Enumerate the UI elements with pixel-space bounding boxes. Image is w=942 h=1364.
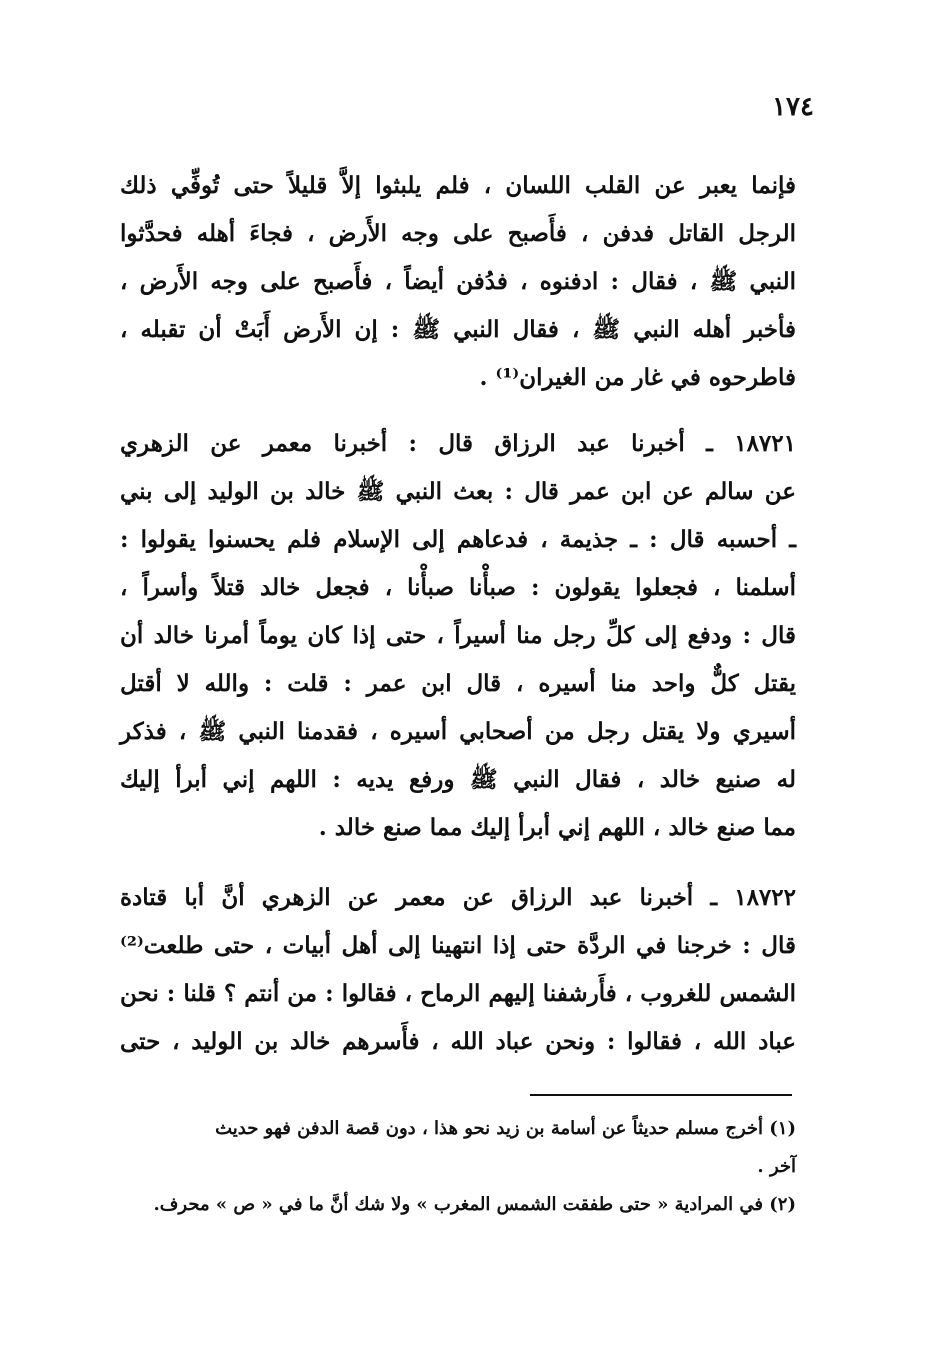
text-line: النبي ﷺ ، فقال : ادفنوه ، فدُفن أيضاً ، فأَصبح على وجه الأَرض ،: [120, 268, 796, 295]
text-line: ١٨٧٢١ ـ أخبرنا عبد الرزاق قال : أخبرنا معمر عن الزهري: [120, 430, 796, 457]
text-line: ـ أحسبه قال : ـ جذيمة ، فدعاهم إلى الإسلام فلم يحسنوا يقولوا :: [120, 526, 796, 553]
text-line: فاطرحوه في غار من الغيران⁽¹⁾ .: [479, 364, 796, 391]
text-line: أسيري ولا يقتل رجل من أصحابي أسيره ، فقدمنا النبي ﷺ ، فذكر: [120, 718, 796, 745]
text-line: يقتل كلٌّ واحد منا أسيره ، قال ابن عمر : قلت : والله لا أقتل: [120, 670, 796, 697]
text-line: قال : ودفع إلى كلِّ رجل منا أسيراً ، حتى إذا كان يوماً أمرنا خالد أن: [120, 622, 796, 649]
text-line: له صنيع خالد ، فقال النبي ﷺ ورفع يديه : اللهم إني أبرأ إليك: [120, 766, 796, 793]
text-line: الرجل القاتل فدفن ، فأَصبح على وجه الأَرض ، فجاءَ أهله فحدَّثوا: [120, 220, 796, 247]
text-line: عن سالم عن ابن عمر قال : بعث النبي ﷺ خالد بن الوليد إلى بني: [120, 478, 796, 505]
paragraph-continuation: [120, 162, 796, 402]
page-number: ١٧٤: [772, 92, 814, 122]
footnote-2: (٢) في المرادية « حتى طفقت الشمس المغرب » ولا شك أنَّ ما في « ص » محرف.: [153, 1194, 796, 1215]
text-line: فإنما يعبر عن القلب اللسان ، فلم يلبثوا إلاَّ قليلاً حتى تُوفِّي ذلك: [120, 172, 796, 199]
text-line: أسلمنا ، فجعلوا يقولون : صبأْنا صبأْنا ، فجعل خالد قتلاً وأسراً ،: [120, 574, 796, 601]
text-line: فأخبر أهله النبي ﷺ ، فقال النبي ﷺ : إن الأَرض أَبَتْ أن تقبله ،: [120, 316, 796, 343]
text-line: مما صنع خالد ، اللهم إني أبرأ إليك مما صنع خالد .: [318, 814, 796, 841]
footnotes: [120, 1110, 796, 1224]
text-line: ١٨٧٢٢ ـ أخبرنا عبد الرزاق عن معمر عن الزهري أنَّ أبا قتادة: [120, 884, 796, 911]
paragraph-hadith-18721: [120, 420, 796, 852]
footnote-1: (١) أخرج مسلم حديثاً عن أسامة بن زيد نحو هذا ، دون قصة الدفن فهو حديث: [215, 1118, 796, 1139]
text-line: الشمس للغروب ، فأَرشفنا إليهم الرماح ، فقالوا : من أنتم ؟ قلنا : نحن: [120, 980, 796, 1007]
text-line: قال : خرجنا في الردَّة حتى إذا انتهينا إلى أهل أبيات ، حتى طلعت⁽²⁾: [120, 932, 796, 959]
footnote-1-continued: آخر .: [757, 1156, 796, 1177]
text-line: عباد الله ، فقالوا : ونحن عباد الله ، فأَسرهم خالد بن الوليد ، حتى: [120, 1028, 796, 1055]
paragraph-hadith-18722: [120, 874, 796, 1066]
footnote-divider: [530, 1094, 792, 1096]
